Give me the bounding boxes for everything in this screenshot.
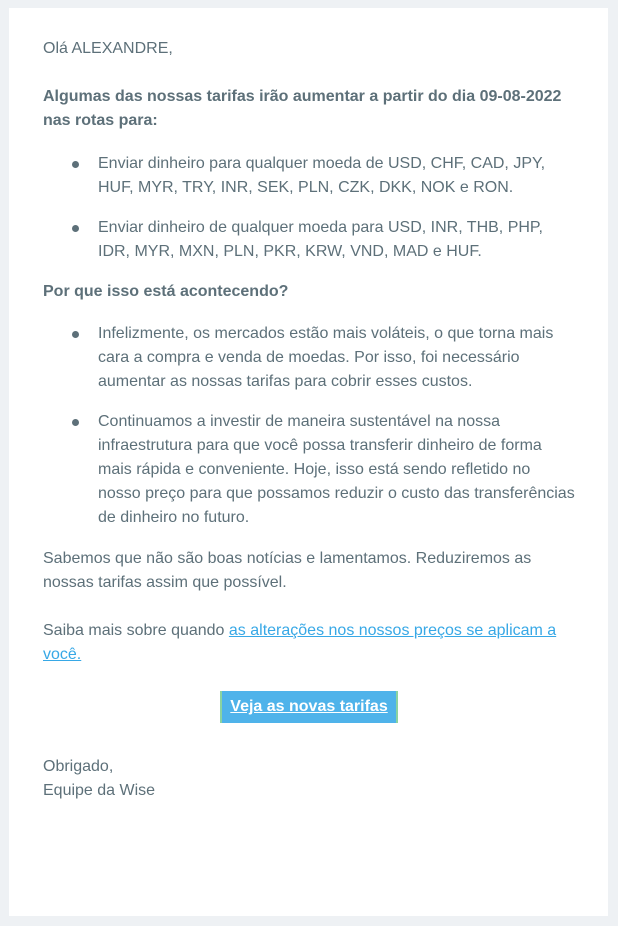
reason-text: Continuamos a investir de maneira sustentável na nossa infraestrutura para que você possa transferir dinheiro de forma mais rápida e conveniente. Hoje, isso está sendo refletido no nosso preço para que possamos reduzir o custo das transferências de dinheiro no futuro. [98, 413, 575, 526]
list-item [43, 410, 575, 530]
greeting: Olá ALEXANDRE, [43, 40, 173, 57]
bullet-icon [72, 225, 79, 232]
why-heading: Por que isso está acontecendo? [43, 283, 289, 300]
reasons-list [43, 322, 575, 530]
bullet-icon [72, 419, 79, 426]
reason-text: Infelizmente, os mercados estão mais voláteis, o que torna mais cara a compra e venda de moedas. Por isso, foi necessário aumentar as nossas tarifas para cobrir esses custos. [98, 325, 554, 390]
signoff-team: Equipe da Wise [43, 782, 156, 799]
route-text: Enviar dinheiro para qualquer moeda de USD, CHF, CAD, JPY, HUF, MYR, TRY, INR, SEK, PLN, CZK, DKK, NOK e RON. [98, 155, 546, 196]
bullet-icon [72, 331, 79, 338]
price-changes-link[interactable]: as alterações nos nossos preços se aplicam a você. [43, 622, 557, 663]
apology-text: Sabemos que não são boas notícias e lamentamos. Reduziremos as nossas tarifas assim que possível. [43, 550, 532, 591]
signoff [43, 755, 575, 803]
list-item [43, 216, 575, 264]
view-new-fees-button[interactable]: Veja as novas tarifas [220, 691, 397, 723]
list-item [43, 152, 575, 200]
intro-heading: Algumas das nossas tarifas irão aumentar a partir do dia 09-08-2022 nas rotas para: [43, 88, 562, 129]
routes-list [43, 152, 575, 264]
learn-more [43, 619, 575, 667]
route-text: Enviar dinheiro de qualquer moeda para USD, INR, THB, PHP, IDR, MYR, MXN, PLN, PKR, KRW, VND, MAD e HUF. [98, 219, 543, 260]
email-body [43, 37, 575, 803]
cta-row [43, 691, 575, 725]
signoff-thanks: Obrigado, [43, 758, 114, 775]
learn-more-prefix: Saiba mais sobre quando [43, 622, 229, 639]
list-item [43, 322, 575, 394]
bullet-icon [72, 161, 79, 168]
email-card [9, 8, 608, 916]
